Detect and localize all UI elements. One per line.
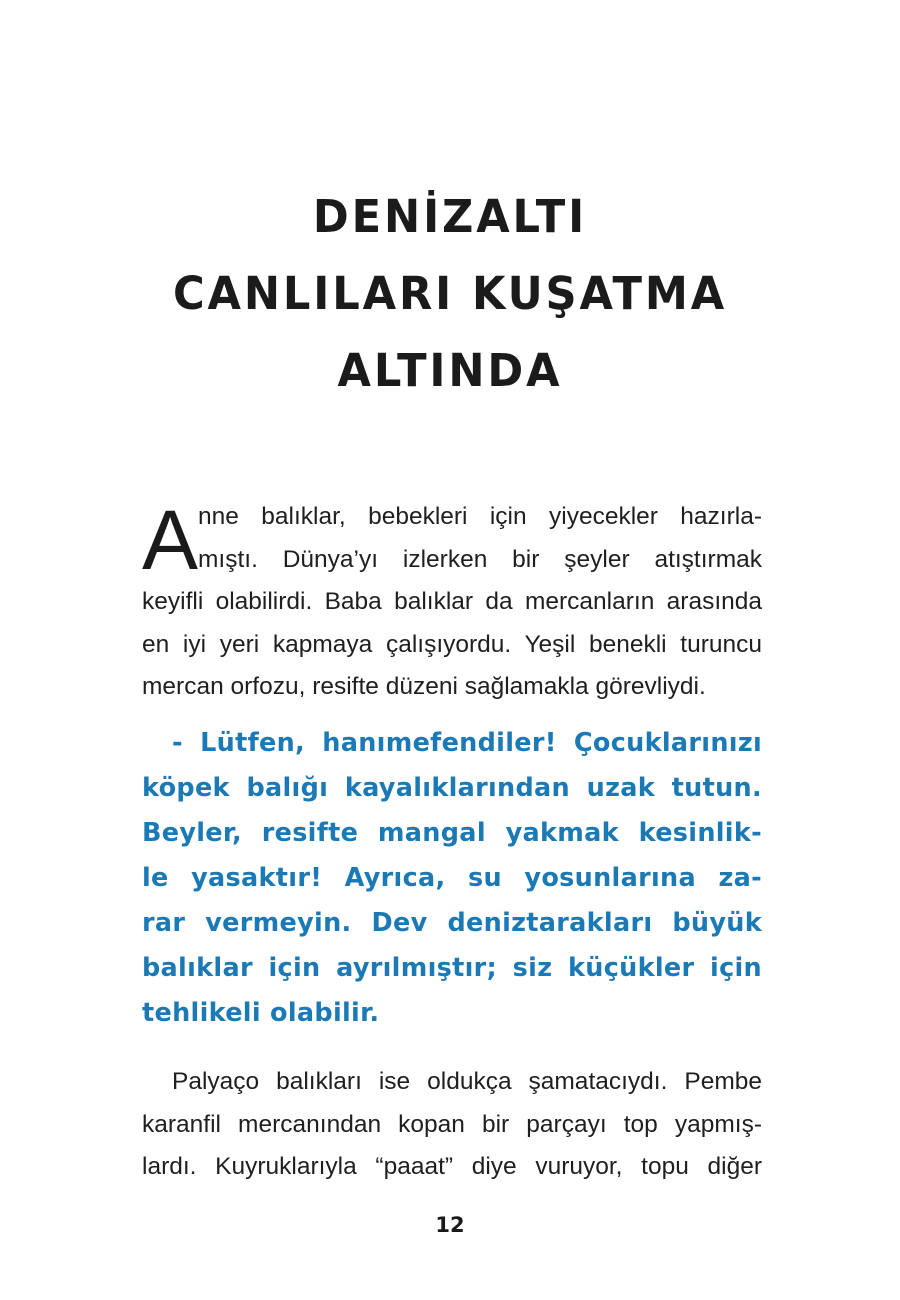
paragraph-clownfish	[142, 1061, 762, 1189]
paragraph-line: lardı. Kuyruklarıyla “paaat” diye vuruyor, topu diğer	[142, 1153, 762, 1180]
dialogue-line: rar vermeyin. Dev deniztarakları büyük	[142, 907, 762, 938]
dialogue-line: le yasaktır! Ayrıca, su yosunlarına za-	[142, 862, 762, 893]
paragraph-line: nne balıklar, bebekleri için yiyecekler hazırla-	[198, 503, 762, 530]
drop-cap: A	[142, 493, 199, 587]
dialogue-line: köpek balığı kayalıklarından uzak tutun.	[142, 772, 762, 803]
paragraph-line: en iyi yeri kapmaya çalışıyordu. Yeşil benekli turuncu	[142, 630, 762, 658]
dialogue-line: - Lütfen, hanımefendiler! Çocuklarınızı	[172, 727, 762, 758]
paragraph-line: Palyaço balıkları ise oldukça şamatacıydı. Pembe	[172, 1068, 762, 1095]
paragraph-line: keyifli olabilirdi. Baba balıklar da mercanların arasında	[142, 588, 762, 615]
dialogue-line: balıklar için ayrılmıştır; siz küçükler için	[142, 952, 762, 983]
body-text	[142, 493, 762, 1189]
paragraph-opening	[142, 493, 762, 709]
paragraph-line: mıştı. Dünya’yı izlerken bir şeyler atıştırmak	[198, 545, 762, 573]
chapter-title-line: DENİZALTI	[312, 190, 588, 243]
paragraph-line: mercan orfozu, resifte düzeni sağlamakla görevliydi.	[142, 673, 706, 700]
dialogue-line: tehlikeli olabilir.	[142, 997, 380, 1028]
chapter-title	[114, 178, 786, 409]
dialogue-line: Beyler, resifte mangal yakmak kesinlik-	[142, 817, 762, 848]
chapter-title-line: CANLILARI KUŞATMA	[172, 267, 728, 320]
chapter-title-line: ALTINDA	[337, 344, 563, 397]
dialogue-passage	[142, 721, 762, 1036]
paragraph-line: karanfil mercanından kopan bir parçayı top yapmış-	[142, 1110, 762, 1138]
page-number: 12	[435, 1213, 465, 1237]
